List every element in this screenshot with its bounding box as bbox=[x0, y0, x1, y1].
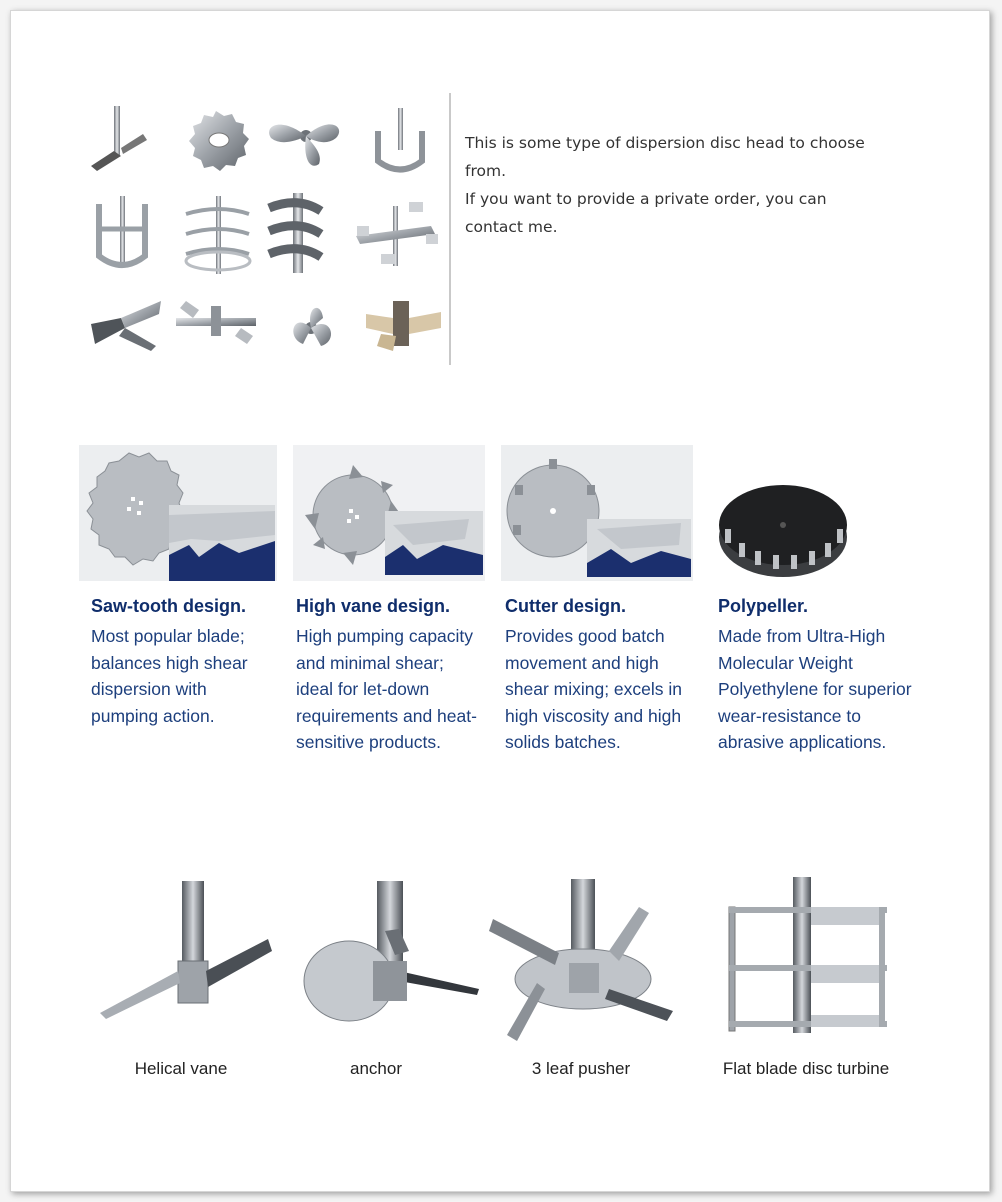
thumb-sawtooth-disc bbox=[189, 111, 249, 171]
high-vane-description bbox=[296, 596, 496, 756]
intro-text bbox=[465, 129, 885, 241]
thumb-screw-auger bbox=[269, 193, 321, 273]
polypeller-description bbox=[718, 596, 933, 756]
sawtooth-desc: Most popular blade; balances high shear dispersion with pumping action. bbox=[91, 626, 248, 726]
flat-blade-disc-turbine-image bbox=[711, 871, 901, 1061]
thumb-pitched-paddle bbox=[91, 301, 161, 351]
document-page bbox=[10, 10, 990, 1192]
3-leaf-pusher-label: 3 leaf pusher bbox=[531, 1059, 631, 1078]
thumb-flat-blade-turbine bbox=[366, 301, 441, 351]
sawtooth-description bbox=[91, 596, 291, 729]
sawtooth-title: Saw-tooth design. bbox=[91, 596, 246, 616]
thumb-bar-turbine bbox=[176, 301, 256, 344]
thumb-helical-ribbon bbox=[186, 196, 250, 274]
flat-blade-disc-turbine-label: Flat blade disc turbine bbox=[722, 1059, 890, 1078]
polypeller-title: Polypeller. bbox=[718, 596, 809, 616]
sawtooth-blade-image bbox=[79, 445, 277, 581]
polypeller-desc: Made from Ultra-High Molecular Weight Polyethylene for superior wear-resistance to abrasive applications. bbox=[718, 626, 912, 752]
helical-vane-image bbox=[96, 871, 276, 1061]
anchor-label: anchor bbox=[350, 1059, 402, 1078]
cutter-desc: Provides good batch movement and high shear mixing; excels in high viscosity and high solids batches. bbox=[505, 626, 683, 752]
polypeller-image bbox=[715, 471, 851, 591]
intro-line-2: If you want to provide a private order, you can contact me. bbox=[465, 190, 827, 236]
impeller-thumbnail-grid bbox=[81, 96, 451, 358]
intro-line-1: This is some type of dispersion disc head to choose from. bbox=[465, 134, 865, 180]
vertical-divider bbox=[449, 93, 451, 365]
thumb-cross-blade bbox=[356, 202, 438, 266]
thumb-propeller bbox=[269, 124, 339, 165]
3-leaf-pusher-image bbox=[489, 871, 679, 1061]
high-vane-title: High vane design. bbox=[296, 596, 451, 616]
anchor-image bbox=[299, 871, 489, 1061]
high-vane-blade-image bbox=[293, 445, 485, 581]
cutter-blade-image bbox=[501, 445, 693, 581]
thumb-u-anchor bbox=[378, 108, 422, 170]
high-vane-desc: High pumping capacity and minimal shear; ideal for let-down requirements and heat- sensitive products. bbox=[296, 626, 477, 752]
cutter-description bbox=[505, 596, 705, 756]
helical-vane-label: Helical vane bbox=[134, 1059, 228, 1078]
cutter-title: Cutter design. bbox=[505, 596, 627, 616]
thumb-frame-anchor bbox=[99, 196, 145, 266]
thumb-straight-paddle bbox=[91, 106, 147, 171]
thumb-marine-propeller bbox=[293, 308, 331, 346]
